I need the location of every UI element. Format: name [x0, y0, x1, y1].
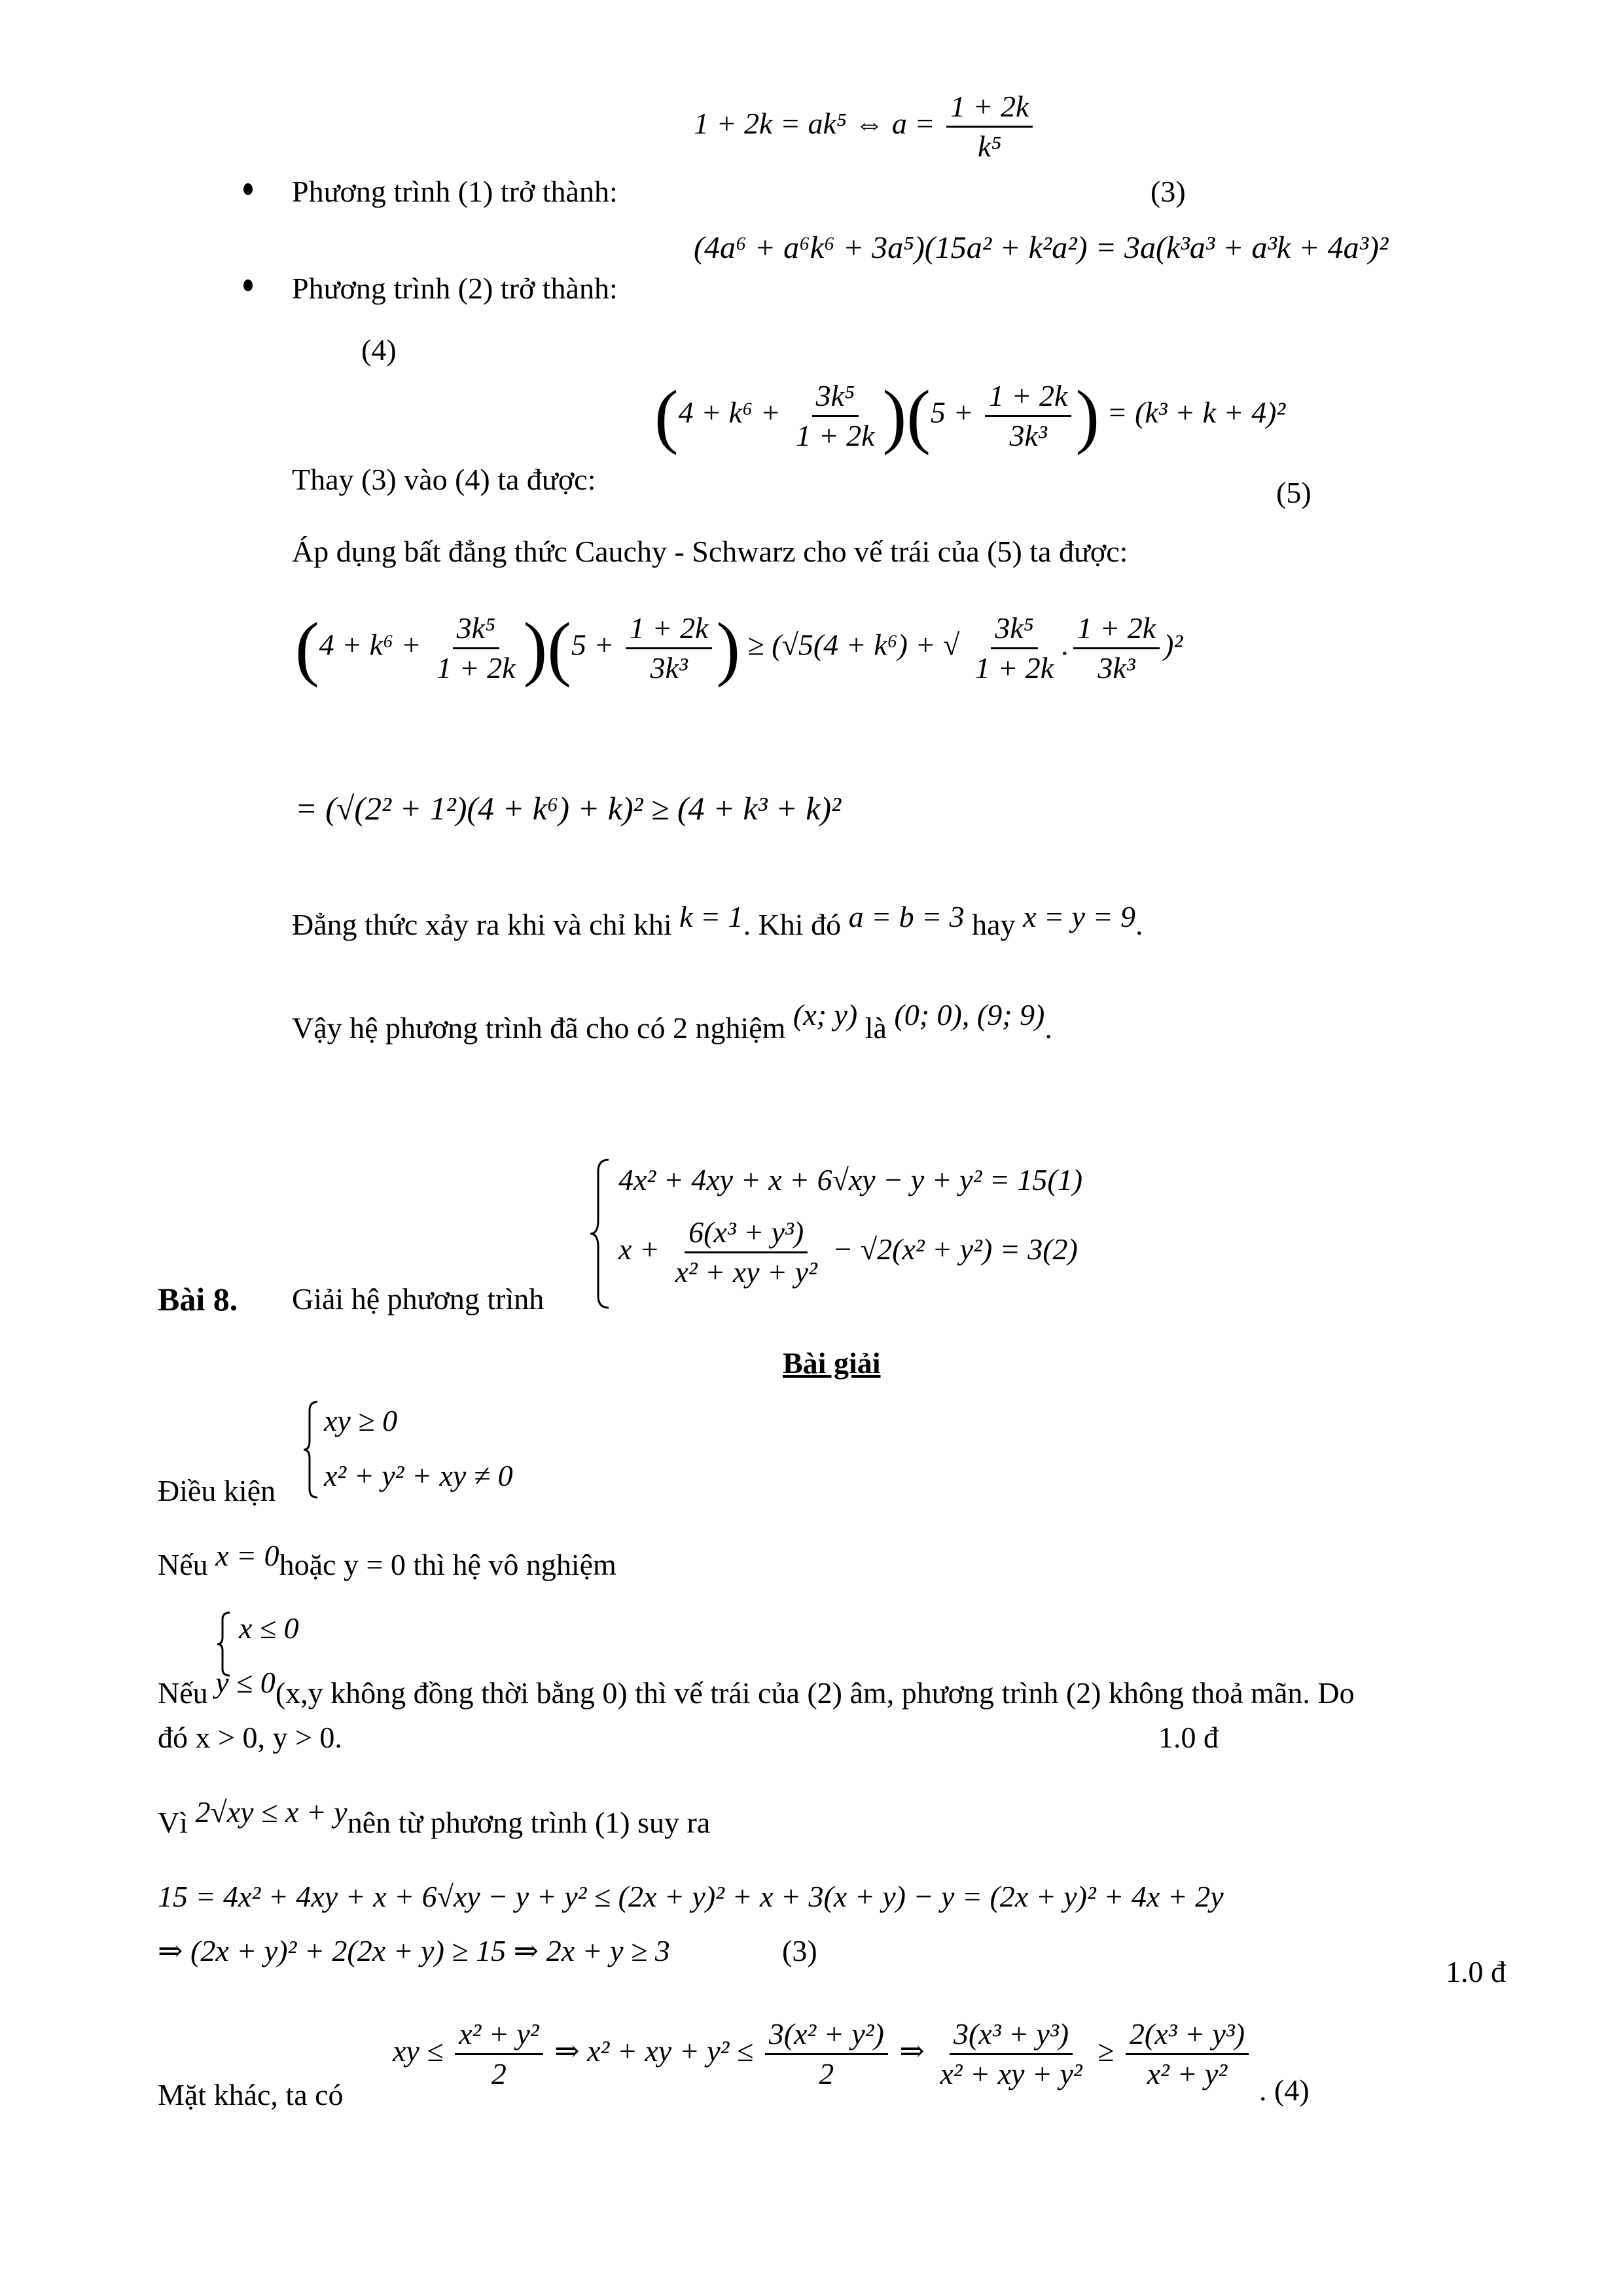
- bullet2-formula: (4a⁶ + a⁶k⁶ + 3a⁵)(15a² + k²a²) = 3a(k³a³ + a³k + 4a³)²: [694, 230, 1389, 265]
- math: 2√xy ≤ x + y: [195, 1795, 348, 1829]
- condition-label: Điều kiện: [158, 1474, 276, 1507]
- neg-line: [158, 1666, 1355, 1710]
- text: . Khi đó: [743, 908, 842, 941]
- bullet1-lhs: 1 + 2k = ak⁵ ⇔ a =: [694, 107, 935, 141]
- term: − √2(x² + y²) = 3(2): [832, 1232, 1078, 1266]
- denominator: k⁵: [977, 130, 1002, 163]
- text: Vậy hệ phương trình đã cho có 2 nghiệm: [292, 1011, 786, 1045]
- condition-brace: [302, 1401, 319, 1499]
- fraction: [946, 92, 1033, 162]
- if-zero-line: [158, 1539, 616, 1581]
- math: x = 0: [215, 1539, 279, 1572]
- term: ⇒: [899, 2034, 925, 2068]
- bullet-icon: [243, 279, 253, 291]
- system-brace: [589, 1158, 611, 1309]
- system-eq1: 4x² + 4xy + x + 6√xy − y + y² = 15(1): [618, 1163, 1083, 1196]
- since-line: [158, 1795, 711, 1839]
- problem-title: Bài 8.: [158, 1281, 238, 1318]
- fraction: [985, 378, 1071, 452]
- math: k = 1: [679, 900, 743, 933]
- fraction: [671, 1217, 821, 1287]
- fraction: [971, 613, 1058, 683]
- math: (x; y): [793, 998, 858, 1031]
- inequality-2: = (√(2² + 1²)(4 + k⁶) + k)² ≥ (4 + k³ + k)²: [295, 790, 842, 827]
- denominator: x² + y²: [1147, 2057, 1228, 2090]
- apply-text: Áp dụng bất đẳng thức Cauchy - Schwarz cho vế trái của (5) ta được:: [292, 535, 1128, 568]
- equation-tag-5: (5): [1276, 476, 1311, 509]
- bullet1-formula: [694, 92, 1037, 162]
- term: 5 +: [571, 628, 615, 662]
- numerator: 2(x³ + y³): [1126, 2019, 1249, 2055]
- term: 4 + k⁶ +: [319, 628, 421, 662]
- system-eq2: [618, 1217, 1078, 1287]
- bullet2-label: Phương trình (2) trở thành:: [292, 272, 618, 305]
- numerator: 1 + 2k: [626, 613, 712, 649]
- dot: .: [1061, 628, 1069, 662]
- denominator: 1 + 2k: [974, 651, 1054, 685]
- math: x = y = 9: [1023, 900, 1135, 933]
- denominator: 3k³: [1009, 418, 1047, 452]
- score: 1.0 đ: [1158, 1721, 1219, 1754]
- neg-line-2: đó x > 0, y > 0.: [158, 1721, 342, 1754]
- subst-label: Thay (3) vào (4) ta được:: [292, 463, 596, 496]
- equality-line: [292, 900, 1143, 941]
- term: )²: [1164, 628, 1183, 662]
- condition-2: x² + y² + xy ≠ 0: [324, 1459, 513, 1492]
- bullet1-label: Phương trình (1) trở thành:: [292, 175, 618, 208]
- term: x +: [618, 1232, 660, 1266]
- denominator: 2: [819, 2057, 834, 2090]
- numerator: 3(x³ + y³): [950, 2019, 1073, 2055]
- denominator: x² + xy + y²: [675, 1255, 817, 1289]
- numerator: 3k⁵: [812, 381, 859, 417]
- numerator: 1 + 2k: [946, 92, 1033, 128]
- numerator: x² + y²: [455, 2019, 543, 2055]
- numerator: 1 + 2k: [1073, 613, 1160, 649]
- text: (x,y không đồng thời bằng 0) thì vế trái của (2) âm, phương trình (2) không thoả mãn. Do: [275, 1676, 1355, 1710]
- numerator: 3(x² + y²): [765, 2019, 888, 2055]
- term: ≥ (√5(4 + k⁶) + √: [747, 628, 960, 662]
- fraction: [792, 378, 878, 452]
- conclusion-line: [292, 998, 1052, 1045]
- equation-tag-3: (3): [1150, 175, 1186, 208]
- fraction: [1073, 613, 1160, 683]
- text: Nếu: [158, 1676, 208, 1710]
- fraction: [765, 2019, 888, 2089]
- bullet-icon: [243, 183, 253, 195]
- numerator: 6(x³ + y³): [685, 1217, 808, 1253]
- chain-1: 15 = 4x² + 4xy + x + 6√xy − y + y² ≤ (2x + y)² + x + 3(x + y) − y = (2x + y)² + 4x + 2y: [158, 1880, 1224, 1913]
- problem-text: Giải hệ phương trình: [292, 1282, 544, 1316]
- term: 5 +: [930, 395, 974, 429]
- score: 1.0 đ: [1446, 1955, 1506, 1988]
- term: ≥: [1097, 2034, 1115, 2068]
- numerator: 1 + 2k: [985, 381, 1071, 417]
- numerator: 3k⁵: [453, 613, 499, 649]
- other-formula: [393, 2017, 1310, 2108]
- math: a = b = 3: [848, 900, 965, 933]
- numerator: 3k⁵: [991, 613, 1037, 649]
- other-label: Mặt khác, ta có: [158, 2078, 344, 2111]
- subst-formula: (4 + k⁶ + $\frac{\text{3k⁵}}{1 + 2k}$ )(5 + $\frac{1 + 2k}{\text{3k³}}$ ) = (k³ + k + 4)²: [654, 376, 1286, 456]
- text: nên từ phương trình (1) suy ra: [347, 1806, 711, 1839]
- fraction: [1126, 2019, 1249, 2089]
- math: y ≤ 0: [215, 1666, 276, 1699]
- denominator: 1 + 2k: [437, 651, 516, 685]
- fraction: [626, 613, 712, 683]
- fraction: [433, 613, 519, 683]
- term: 4 + k⁶ +: [678, 395, 781, 429]
- denominator: 2: [491, 2057, 507, 2090]
- equation-tag-4b: . (4): [1259, 2073, 1310, 2108]
- solution-heading: Bài giải: [783, 1346, 881, 1380]
- text: .: [1135, 908, 1143, 941]
- text: Đẳng thức xảy ra khi và chỉ khi: [292, 908, 672, 941]
- text: hoặc y = 0 thì hệ vô nghiệm: [279, 1548, 616, 1581]
- denominator: 3k³: [650, 651, 688, 685]
- text: là: [865, 1011, 887, 1045]
- math: (0; 0), (9; 9): [894, 998, 1045, 1031]
- inequality-1: (4 + k⁶ + $\frac{\text{3k⁵}}{1 + 2k}$ )(5 + $\frac{1 + 2k}{\text{3k³}}$ ) ≥ (√5(4 + k⁶) + √ $\frac{\text{3k⁵}}{1 + 2k}$ . $\frac{1 + 2k}{\text{3k³}}$ )²: [295, 608, 1183, 688]
- term: ⇒ x² + xy + y² ≤: [554, 2034, 754, 2068]
- text: .: [1044, 1011, 1052, 1045]
- text: hay: [972, 908, 1016, 941]
- fraction: [455, 2019, 543, 2089]
- chain-2: ⇒ (2x + y)² + 2(2x + y) ≥ 15 ⇒ 2x + y ≥ 3: [158, 1934, 670, 1967]
- fraction: [936, 2019, 1086, 2089]
- rhs: = (k³ + k + 4)²: [1107, 395, 1286, 429]
- term: xy ≤: [393, 2034, 444, 2068]
- equation-tag-3b: (3): [782, 1934, 817, 1967]
- denominator: x² + xy + y²: [940, 2057, 1082, 2090]
- condition-1: xy ≥ 0: [324, 1404, 398, 1437]
- denominator: 1 + 2k: [796, 418, 875, 452]
- equation-tag-4: (4): [361, 333, 397, 367]
- text: Vì: [158, 1806, 188, 1839]
- neg-cond-1: x ≤ 0: [239, 1611, 299, 1645]
- denominator: 3k³: [1097, 651, 1135, 685]
- text: Nếu: [158, 1548, 208, 1581]
